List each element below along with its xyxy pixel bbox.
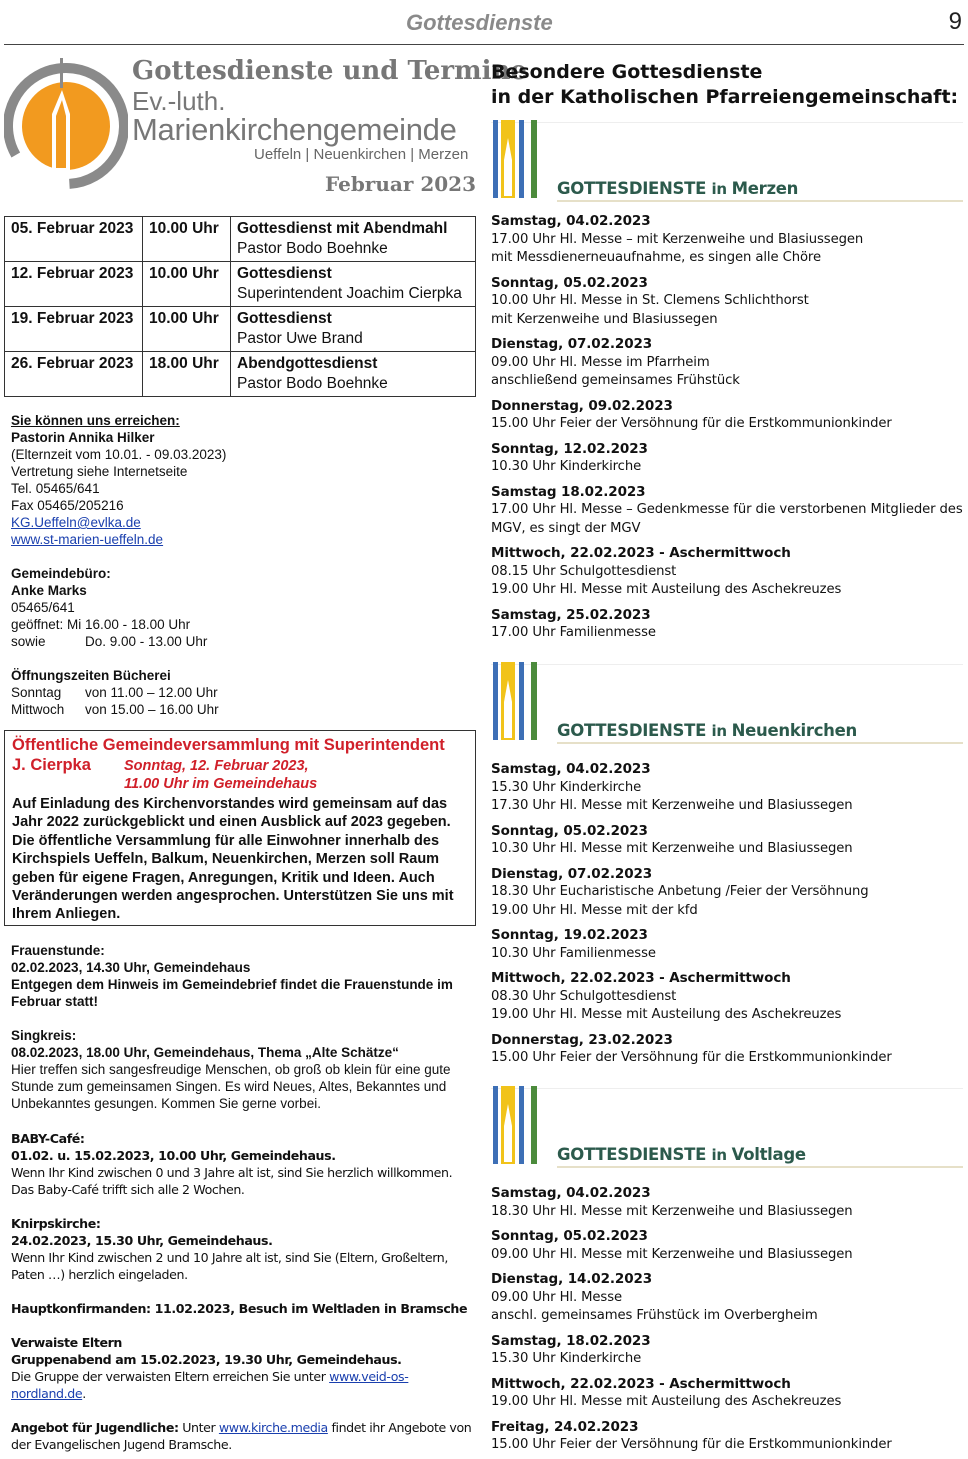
assembly-title: Öffentliche Gemeindeversammlung mit Superintendent xyxy=(12,736,445,754)
konfirmanden-note: Hauptkonfirmanden: 11.02.2023, Besuch im Weltladen in Bramsche xyxy=(11,1301,468,1316)
assembly-name: J. Cierpka xyxy=(12,756,91,774)
service-entry-line: 08.30 Uhr Schulgottesdienst xyxy=(491,988,677,1004)
knirps-note: Wenn Ihr Kind zwischen 2 und 10 Jahre alt ist, sind Sie (Eltern, Großeltern, Paten …) herzlich eingeladen. xyxy=(11,1250,448,1282)
verwaist-link[interactable]: www.veid-os-nordland.de xyxy=(11,1369,409,1401)
catholic-services-heading xyxy=(491,60,958,110)
schedule-service-cell xyxy=(231,307,476,352)
library-day: Mittwoch xyxy=(11,702,65,717)
logo-places: Ueffeln | Neuenkirchen | Merzen xyxy=(254,146,469,163)
banner-title-in: in xyxy=(711,1146,732,1164)
schedule-time: 10.00 Uhr xyxy=(143,262,231,307)
contact-email-link[interactable]: KG.Ueffeln@evlka.de xyxy=(11,515,141,530)
service-entry-date: Sonntag, 05.02.2023 xyxy=(491,274,648,291)
schedule-service: Gottesdienst xyxy=(237,310,332,327)
service-entry-line: 17.00 Uhr Hl. Messe – mit Kerzenweihe und Blasiussegen xyxy=(491,231,864,247)
schedule-service: Gottesdienst mit Abendmahl xyxy=(237,220,448,237)
schedule-pastor: Pastor Bodo Boehnke xyxy=(237,240,388,257)
service-list xyxy=(491,212,965,649)
service-entry xyxy=(491,1375,965,1412)
service-entry-date: Dienstag, 14.02.2023 xyxy=(491,1271,653,1287)
contact-heading: Sie können uns erreichen: xyxy=(11,413,180,428)
service-entry xyxy=(491,440,965,477)
contact-substitute: Vertretung siehe Internetseite xyxy=(11,464,188,479)
banner-title-in: in xyxy=(711,722,732,740)
service-entry-line: 18.30 Uhr Eucharistische Anbetung /Feier der Versöhnung xyxy=(491,884,869,899)
service-entry-line: anschließend gemeinsames Frühstück xyxy=(491,373,740,388)
church-steeple-icon xyxy=(493,1086,553,1166)
sing-date: 08.02.2023, 18.00 Uhr, Gemeindehaus, Thema „Alte Schätze“ xyxy=(11,1045,399,1060)
service-entry xyxy=(491,212,965,268)
service-entry-line: 17.00 Uhr Hl. Messe – Gedenkmesse für die verstorbenen Mitglieder des xyxy=(491,502,963,517)
library-heading: Öffnungszeiten Bücherei xyxy=(11,668,171,683)
service-entry-line: 15.30 Uhr Kinderkirche xyxy=(491,1351,642,1366)
sing-heading: Singkreis: xyxy=(11,1028,77,1043)
office-hours-1: geöffnet: Mi 16.00 - 18.00 Uhr xyxy=(11,617,191,632)
assembly-notice-box xyxy=(4,730,476,926)
schedule-date: 19. Februar 2023 xyxy=(5,307,143,352)
frauen-note: Entgegen dem Hinweis im Gemeindebrief findet die Frauenstunde im Februar statt! xyxy=(11,977,453,1009)
baby-heading: BABY-Café: xyxy=(11,1131,85,1146)
service-entry xyxy=(491,397,965,434)
service-entry-line: mit Kerzenweihe und Blasiussegen xyxy=(491,311,718,327)
service-entry-line: 09.00 Uhr Hl. Messe xyxy=(491,1289,622,1305)
service-entry xyxy=(491,969,965,1025)
service-entry-date: Samstag, 04.02.2023 xyxy=(491,1185,651,1201)
jugend-link[interactable]: www.kirche.media xyxy=(218,1420,328,1435)
schedule-row xyxy=(5,307,476,352)
page-header xyxy=(0,0,968,46)
schedule-row xyxy=(5,352,476,397)
service-entry-date: Mittwoch, 22.02.2023 - Aschermittwoch xyxy=(491,545,791,561)
service-entry-line: 17.30 Uhr Hl. Messe mit Kerzenweihe und Blasiussegen xyxy=(491,798,853,813)
banner-bottom-rule xyxy=(557,200,963,202)
service-entry-line: 19.00 Uhr Hl. Messe mit Austeilung des Aschekreuzes xyxy=(491,1394,842,1409)
service-entry-date: Samstag, 04.02.2023 xyxy=(491,761,651,777)
page-number: 9 xyxy=(948,8,962,35)
schedule-date: 26. Februar 2023 xyxy=(5,352,143,397)
contact-fax: Fax 05465/205216 xyxy=(11,498,124,513)
service-entry xyxy=(491,606,965,643)
office-hours-2-label: sowie xyxy=(11,634,46,649)
schedule-row xyxy=(5,217,476,262)
assembly-date-line xyxy=(12,756,468,775)
catholic-heading-line2: in der Katholischen Pfarreiengemeinschaft: xyxy=(491,86,959,108)
service-entry-line: anschl. gemeinsames Frühstück im Overbergheim xyxy=(491,1308,818,1323)
service-entry xyxy=(491,274,965,330)
office-heading: Gemeindebüro: xyxy=(11,566,111,581)
schedule-service-cell xyxy=(231,217,476,262)
service-entry-date: Samstag, 25.02.2023 xyxy=(491,606,651,623)
verwaist-note xyxy=(11,1368,473,1402)
sing-note: Hier treffen sich sangesfreudige Menschen, ob groß ob klein für eine gute Stunde zum gemeinsamen Singen. Es wird Neues, Altes, Bekanntes und Unbekanntes gesungen. Kommen Sie gerne vorbei. xyxy=(11,1062,451,1111)
service-entry-line: 10.30 Uhr Kinderkirche xyxy=(491,459,642,474)
contact-leave: (Elternzeit vom 10.01. - 09.03.2023) xyxy=(11,447,227,462)
service-entry xyxy=(491,544,965,600)
jugend-label: Angebot für Jugendliche: xyxy=(11,1420,179,1435)
service-entry-date: Samstag 18.02.2023 xyxy=(491,483,646,500)
contact-info xyxy=(11,412,471,718)
service-entry xyxy=(491,1227,965,1264)
office-name: Anke Marks xyxy=(11,583,87,598)
office-hours-2-value: Do. 9.00 - 13.00 Uhr xyxy=(85,634,208,649)
service-entry xyxy=(491,865,965,921)
banner-title-place: Voltlage xyxy=(731,1145,806,1164)
logo-title: Gottesdienste und Termine xyxy=(132,56,527,86)
section-banner xyxy=(491,662,963,744)
service-entry-date: Donnerstag, 09.02.2023 xyxy=(491,397,673,414)
section-title: Gottesdienste xyxy=(406,10,553,35)
verwaist-text: Die Gruppe der verwaisten Eltern erreichen Sie unter xyxy=(11,1369,326,1384)
schedule-pastor: Pastor Uwe Brand xyxy=(237,330,363,347)
service-entry-line: 15.00 Uhr Feier der Versöhnung für die Erstkommunionkinder xyxy=(491,1050,892,1065)
service-entry xyxy=(491,1270,965,1326)
knirps-date: 24.02.2023, 15.30 Uhr, Gemeindehaus. xyxy=(11,1233,273,1248)
service-entry-line: mit Messdienerneuaufnahme, es singen alle Chöre xyxy=(491,250,821,265)
contact-name: Pastorin Annika Hilker xyxy=(11,430,155,445)
service-entry xyxy=(491,335,965,391)
baby-note-1: Wenn Ihr Kind zwischen 0 und 3 Jahre alt ist, sind Sie herzlich willkommen. xyxy=(11,1165,453,1180)
jugend-post: findet ihr Angebote von der Evangelischen Jugend Bramsche. xyxy=(11,1420,472,1452)
service-entry-date: Sonntag, 05.02.2023 xyxy=(491,1228,648,1244)
schedule-row xyxy=(5,262,476,307)
schedule-service: Gottesdienst xyxy=(237,265,332,282)
schedule-time: 18.00 Uhr xyxy=(143,352,231,397)
service-entry xyxy=(491,483,965,539)
assembly-place: 11.00 Uhr im Gemeindehaus xyxy=(124,776,318,792)
verwaist-heading: Verwaiste Eltern xyxy=(11,1335,122,1350)
banner-title-word: GOTTESDIENSTE xyxy=(557,179,712,198)
service-entry-line: 10.30 Uhr Familienmesse xyxy=(491,945,656,961)
service-entry-date: Mittwoch, 22.02.2023 - Aschermittwoch xyxy=(491,1375,791,1392)
service-entry-date: Dienstag, 07.02.2023 xyxy=(491,336,653,352)
service-entry xyxy=(491,1418,965,1455)
service-entry xyxy=(491,760,965,816)
banner-title-place: Merzen xyxy=(731,179,799,198)
service-entry-date: Donnerstag, 23.02.2023 xyxy=(491,1031,673,1048)
service-entry xyxy=(491,822,965,859)
service-entry-line: 18.30 Uhr Hl. Messe mit Kerzenweihe und Blasiussegen xyxy=(491,1203,853,1219)
office-hours-2 xyxy=(11,633,471,650)
service-entry-line: 08.15 Uhr Schulgottesdienst xyxy=(491,563,677,579)
library-day: Sonntag xyxy=(11,685,62,700)
schedule-pastor: Pastor Bodo Boehnke xyxy=(237,375,388,392)
library-hours: von 11.00 – 12.00 Uhr xyxy=(85,685,218,700)
service-entry-line: MGV, es singt der MGV xyxy=(491,520,641,536)
schedule-pastor: Superintendent Joachim Cierpka xyxy=(237,285,462,302)
service-entry xyxy=(491,926,965,963)
church-steeple-icon xyxy=(493,120,553,200)
service-entry-line: 15.00 Uhr Feier der Versöhnung für die Erstkommunionkinder xyxy=(491,416,892,431)
service-entry-date: Sonntag, 12.02.2023 xyxy=(491,440,648,457)
service-entry-line: 19.00 Uhr Hl. Messe mit Austeilung des Aschekreuzes xyxy=(491,1007,842,1022)
logo-parish-name: Marienkirchengemeinde xyxy=(132,112,457,147)
section-banner-title xyxy=(557,179,798,198)
schedule-date: 12. Februar 2023 xyxy=(5,262,143,307)
parish-events xyxy=(11,942,473,1112)
office-tel: 05465/641 xyxy=(11,600,75,615)
baby-note-2: Das Baby-Café trifft sich alle 2 Wochen. xyxy=(11,1182,245,1197)
schedule-time: 10.00 Uhr xyxy=(143,217,231,262)
service-entry-line: 15.30 Uhr Kinderkirche xyxy=(491,779,642,795)
contact-tel: Tel. 05465/641 xyxy=(11,481,100,496)
service-entry-date: Samstag, 18.02.2023 xyxy=(491,1332,651,1349)
section-banner-title xyxy=(557,721,857,740)
service-entry-date: Dienstag, 07.02.2023 xyxy=(491,865,653,882)
service-entry xyxy=(491,1184,965,1221)
schedule-service-cell xyxy=(231,262,476,307)
service-entry-line: 10.00 Uhr Hl. Messe in St. Clemens Schlichthorst xyxy=(491,293,809,308)
service-entry-line: 09.00 Uhr Hl. Messe mit Kerzenweihe und Blasiussegen xyxy=(491,1246,853,1262)
banner-title-word: GOTTESDIENSTE xyxy=(557,721,712,740)
service-entry xyxy=(491,1031,965,1068)
section-banner xyxy=(491,120,963,202)
verwaist-dot: . xyxy=(82,1386,86,1401)
header-divider xyxy=(4,44,964,45)
catholic-heading-line1: Besondere Gottesdienste xyxy=(491,61,763,83)
service-schedule-table xyxy=(4,216,476,397)
schedule-date: 05. Februar 2023 xyxy=(5,217,143,262)
logo-month: Februar 2023 xyxy=(324,172,476,196)
jugend-note xyxy=(11,1419,473,1453)
church-steeple-icon xyxy=(493,662,553,742)
banner-bottom-rule xyxy=(557,1166,963,1168)
frauen-date: 02.02.2023, 14.30 Uhr, Gemeindehaus xyxy=(11,960,251,975)
banner-title-place: Neuenkirchen xyxy=(731,721,857,740)
service-entry-date: Mittwoch, 22.02.2023 - Aschermittwoch xyxy=(491,970,791,986)
service-entry-date: Sonntag, 05.02.2023 xyxy=(491,822,648,839)
service-entry-date: Freitag, 24.02.2023 xyxy=(491,1418,639,1435)
section-banner-title xyxy=(557,1145,806,1164)
schedule-time: 10.00 Uhr xyxy=(143,307,231,352)
banner-top-rule xyxy=(491,664,963,665)
section-banner xyxy=(491,1086,963,1168)
service-entry-line: 10.30 Uhr Hl. Messe mit Kerzenweihe und Blasiussegen xyxy=(491,841,853,856)
service-entry-line: 15.00 Uhr Feier der Versöhnung für die Erstkommunionkinder xyxy=(491,1437,892,1452)
library-row xyxy=(11,684,471,701)
schedule-service: Abendgottesdienst xyxy=(237,355,378,372)
parish-logo-icon xyxy=(4,54,128,194)
verwaist-date: Gruppenabend am 15.02.2023, 19.30 Uhr, Gemeindehaus. xyxy=(11,1352,402,1367)
library-row xyxy=(11,701,471,718)
service-entry-date: Samstag, 04.02.2023 xyxy=(491,213,651,229)
frauen-heading: Frauenstunde: xyxy=(11,943,105,958)
parish-events-more xyxy=(11,1130,473,1453)
banner-top-rule xyxy=(491,122,963,123)
banner-title-word: GOTTESDIENSTE xyxy=(557,1145,712,1164)
assembly-date: Sonntag, 12. Februar 2023, xyxy=(124,758,309,774)
service-entry-date: Sonntag, 19.02.2023 xyxy=(491,927,648,943)
parish-logo-block xyxy=(4,52,527,202)
assembly-body: Auf Einladung des Kirchenvorstandes wird gemeinsam auf das Jahr 2022 zurückgeblickt und einen Ausblick auf 2023 gegeben. Die öffentliche Versammlung für alle Einwohner innerhalb des Kirchspiels Ueffeln, Balkum, Neuenkirchen, Merzen soll Raum geben für eigene Fragen, Anregungen, Kritik und Ideen. Auch Veränderungen werden angesprochen. Unterstützen Sie uns mit Ihrem Anliegen. xyxy=(12,796,454,923)
library-hours: von 15.00 – 16.00 Uhr xyxy=(85,702,219,717)
service-entry-line: 19.00 Uhr Hl. Messe mit der kfd xyxy=(491,902,698,918)
service-entry-line: 09.00 Uhr Hl. Messe im Pfarrheim xyxy=(491,354,710,370)
logo-denomination: Ev.-luth. xyxy=(132,86,226,116)
baby-date: 01.02. u. 15.02.2023, 10.00 Uhr, Gemeindehaus. xyxy=(11,1148,336,1163)
banner-top-rule xyxy=(491,1088,963,1089)
service-list xyxy=(491,1184,965,1459)
service-entry-line: 17.00 Uhr Familienmesse xyxy=(491,625,656,640)
jugend-pre: Unter xyxy=(178,1420,219,1435)
service-entry-line: 19.00 Uhr Hl. Messe mit Austeilung des Aschekreuzes xyxy=(491,582,842,597)
service-entry xyxy=(491,1332,965,1369)
banner-title-in: in xyxy=(711,180,732,198)
knirps-heading: Knirpskirche: xyxy=(11,1216,101,1231)
banner-bottom-rule xyxy=(557,742,963,744)
assembly-place-line xyxy=(12,775,468,793)
contact-web-link[interactable]: www.st-marien-ueffeln.de xyxy=(11,532,164,547)
schedule-service-cell xyxy=(231,352,476,397)
service-list xyxy=(491,760,965,1074)
